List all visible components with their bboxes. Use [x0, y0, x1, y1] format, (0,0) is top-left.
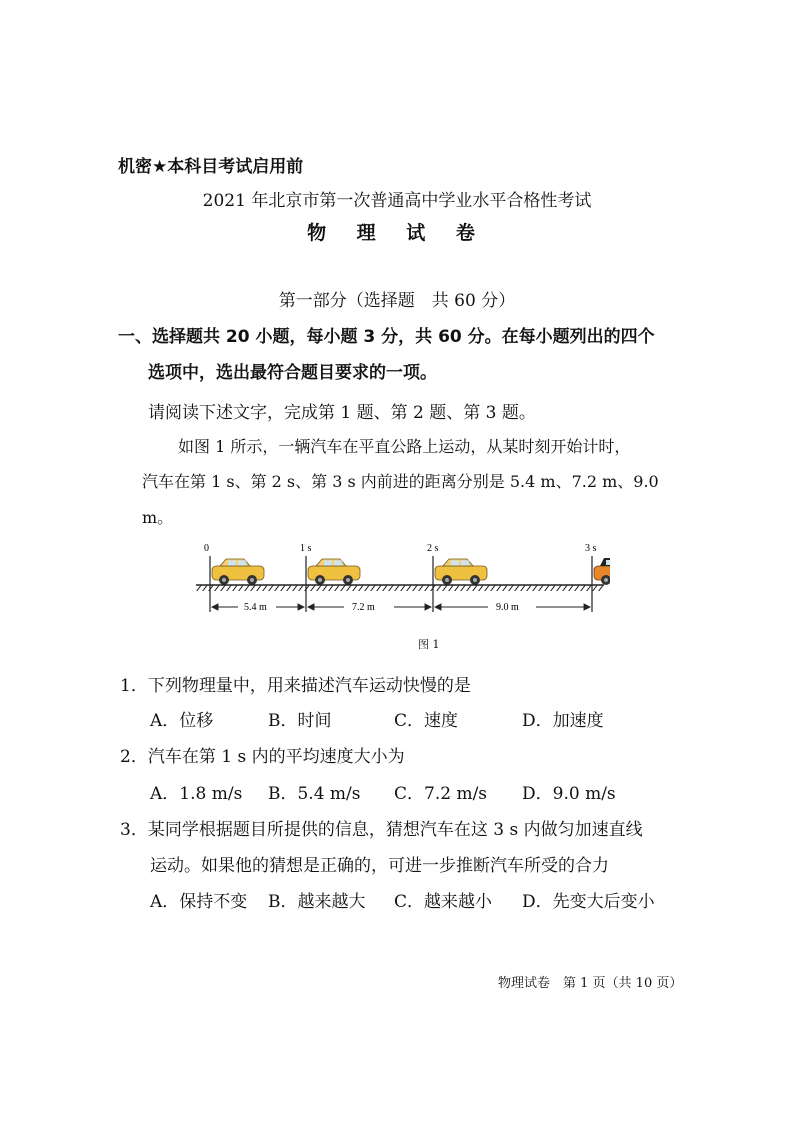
question-3-stem-line2: 运动。如果他的猜想是正确的，可进一步推断汽车所受的合力 [150, 856, 609, 876]
time-label-3: 3 s [585, 543, 597, 554]
question-3-option-d: D．先变大后变小 [522, 892, 655, 912]
question-1-option-a: A．位移 [150, 711, 214, 731]
distance-label-3: 9.0 m [496, 602, 519, 613]
question-3-stem-line1: 3．某同学根据题目所提供的信息，猜想汽车在这 3 s 内做匀加速直线 [120, 820, 643, 840]
passage-line3: m。 [142, 508, 174, 527]
car-icon-3 [594, 558, 610, 585]
section-heading-line2: 选项中，选出最符合题目要求的一项。 [148, 363, 437, 383]
figure-caption: 图 1 [418, 638, 440, 651]
part-title: 第一部分（选择题 共 60 分） [278, 291, 516, 311]
confidential-notice: 机密★本科目考试启用前 [118, 157, 304, 177]
car-icon-2 [435, 559, 487, 585]
page-footer: 物理试卷 第 1 页（共 10 页） [498, 976, 683, 991]
car-icon-1 [308, 559, 360, 585]
car-icon-0 [212, 559, 264, 585]
time-label-2: 2 s [427, 543, 439, 554]
passage-line2: 汽车在第 1 s、第 2 s、第 3 s 内前进的距离分别是 5.4 m、7.2 m、9.0 [142, 472, 659, 491]
reading-instruction: 请阅读下述文字，完成第 1 题、第 2 题、第 3 题。 [148, 403, 536, 423]
section-heading-line1: 一、选择题共 20 小题，每小题 3 分，共 60 分。在每小题列出的四个 [118, 327, 655, 347]
question-2-stem: 2．汽车在第 1 s 内的平均速度大小为 [120, 747, 405, 767]
question-1-option-c: C．速度 [394, 711, 459, 731]
distance-label-2: 7.2 m [352, 602, 375, 613]
position-markers [210, 556, 592, 612]
question-2-option-d: D．9.0 m/s [522, 784, 616, 804]
question-1-option-b: B．时间 [268, 711, 332, 731]
question-2-option-a: A．1.8 m/s [150, 784, 243, 804]
question-2-option-b: B．5.4 m/s [268, 784, 361, 804]
question-1-option-d: D．加速度 [522, 711, 604, 731]
time-label-1: 1 s [300, 543, 312, 554]
distance-label-1: 5.4 m [244, 602, 267, 613]
car-motion-figure [190, 536, 610, 625]
distance-arrows [212, 604, 590, 610]
question-3-option-a: A．保持不变 [150, 892, 248, 912]
road-ground [196, 585, 604, 591]
exam-title: 2021 年北京市第一次普通高中学业水平合格性考试 [202, 191, 592, 211]
time-label-0: 0 [204, 543, 209, 554]
question-3-option-b: B．越来越大 [268, 892, 366, 912]
question-3-option-c: C．越来越小 [394, 892, 493, 912]
passage-line1: 如图 1 所示，一辆汽车在平直公路上运动，从某时刻开始计时， [178, 437, 631, 456]
question-1-stem: 1．下列物理量中，用来描述汽车运动快慢的是 [120, 676, 471, 696]
subject-title: 物 理 试 卷 [307, 222, 487, 244]
question-2-option-c: C．7.2 m/s [394, 784, 488, 804]
